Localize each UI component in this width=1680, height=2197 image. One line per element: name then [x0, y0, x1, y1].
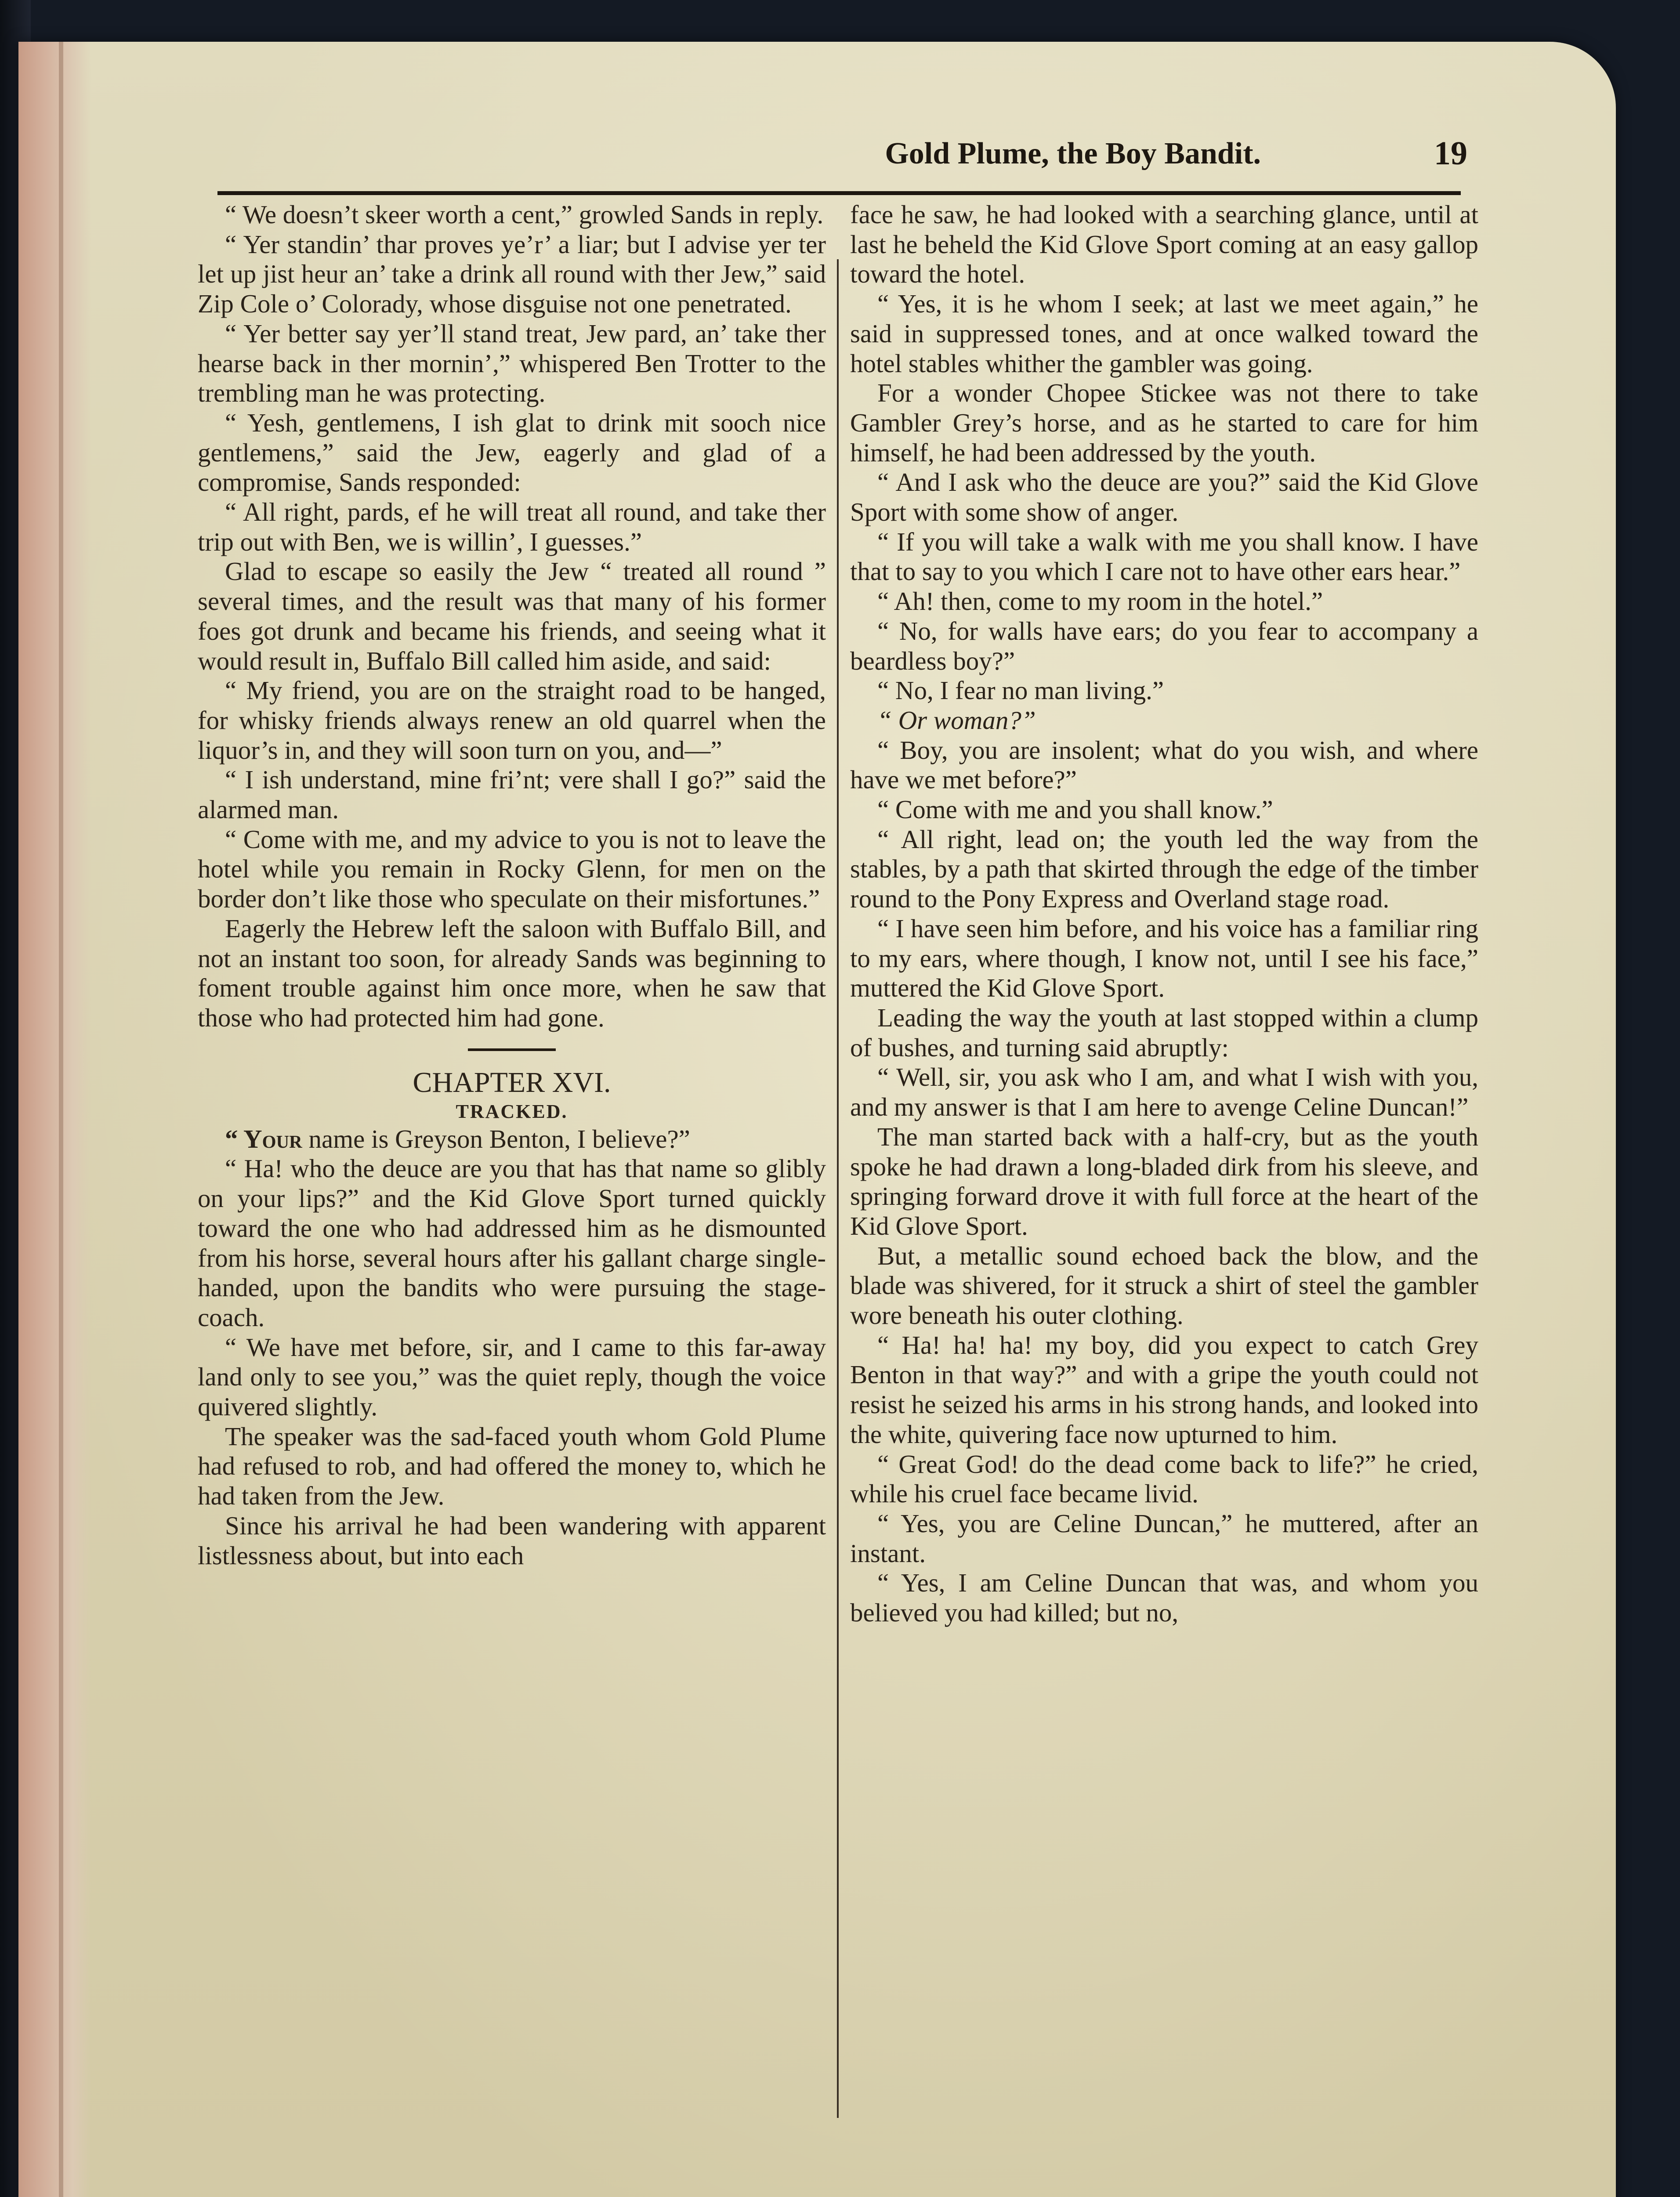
- section-divider: [468, 1048, 556, 1051]
- paragraph: Leading the way the youth at last stopped within a clump of bushes, and turning said abruptly:: [850, 1003, 1478, 1062]
- paragraph: Eagerly the Hebrew left the saloon with Buffalo Bill, and not an instant too soon, for already Sands was beginning to foment trouble against him once more, when he saw that those who had protected him had gone.: [198, 914, 826, 1032]
- paragraph: “ Great God! do the dead come back to life?” he cried, while his cruel face became livid.: [850, 1449, 1478, 1508]
- paragraph: “ Ah! then, come to my room in the hotel.”: [877, 587, 1323, 616]
- paragraph: “ No, I fear no man living.”: [877, 676, 1164, 705]
- right-column: [850, 200, 1478, 1628]
- chapter-opening-paragraph: [198, 1124, 826, 1154]
- paragraph: “ Come with me and you shall know.”: [877, 795, 1273, 824]
- page-spine-edge: [18, 42, 91, 2197]
- paragraph: “ If you will take a walk with me you shall know. I have that to say to you which I care not to have other ears hear.”: [850, 527, 1478, 586]
- paragraph: “ I have seen him before, and his voice has a familiar ring to my ears, where though, I know not, until I see his face,” muttered the Kid Glove Sport.: [850, 914, 1478, 1003]
- paragraph: “ Ha! who the deuce are you that has that name so glibly on your lips?” and the Kid Glove Sport turned quickly toward the one who had addressed him as he dismounted from his horse, several hours after his gallant charge single-handed, upon the bandits who were pursuing the stage-coach.: [198, 1154, 826, 1332]
- column-divider: [837, 259, 839, 2118]
- paragraph: “ All right, lead on; the youth led the way from the stables, by a path that skirted through the edge of the timber round to the Pony Express and Overland stage road.: [850, 824, 1478, 914]
- running-header: [176, 132, 1467, 189]
- chapter-opening-text: name is Greyson Benton, I believe?”: [302, 1124, 690, 1153]
- paragraph: “ No, for walls have ears; do you fear to accompany a beardless boy?”: [850, 616, 1478, 675]
- paragraph: “ We doesn’t skeer worth a cent,” growled Sands in reply.: [225, 200, 824, 229]
- paragraph: “ Yesh, gentlemens, I ish glat to drink mit sooch nice gentlemens,” said the Jew, eagerly and glad of a compromise, Sands responded:: [198, 408, 826, 497]
- left-column: [198, 200, 826, 1570]
- paragraph: The speaker was the sad-faced youth whom Gold Plume had refused to rob, and had offered the money to, which he had taken from the Jew.: [198, 1421, 826, 1511]
- continued-paragraph: face he saw, he had looked with a searching glance, until at last he beheld the Kid Glove Sport coming at an easy gallop toward the hotel.: [850, 200, 1478, 289]
- paragraph: For a wonder Chopee Stickee was not there to take Gambler Grey’s horse, and as he started to care for him himself, he had been addressed by the youth.: [850, 378, 1478, 467]
- page-number: 19: [1434, 135, 1467, 172]
- page-crease: [59, 42, 63, 2197]
- paragraph: “ I ish understand, mine fri’nt; vere shall I go?” said the alarmed man.: [198, 765, 826, 824]
- paragraph: “ And I ask who the deuce are you?” said the Kid Glove Sport with some show of anger.: [850, 468, 1478, 527]
- paragraph: “ Yes, you are Celine Duncan,” he muttered, after an instant.: [850, 1508, 1478, 1568]
- paragraph: Since his arrival he had been wandering with apparent listlessness about, but into each: [198, 1511, 826, 1570]
- italic-line: “ Or woman?”: [877, 705, 1036, 735]
- paragraph: “ Yes, it is he whom I seek; at last we meet again,” he said in suppressed tones, and at once walked toward the hotel stables whither the gambler was going.: [850, 289, 1478, 378]
- paragraph: Glad to escape so easily the Jew “ treated all round ” several times, and the result was that many of his former foes got drunk and became his friends, and seeing what it would result in, Buffalo Bill called him aside, and said:: [198, 557, 826, 675]
- chapter-subtitle: TRACKED.: [456, 1100, 568, 1122]
- paragraph: “ Boy, you are insolent; what do you wish, and where have we met before?”: [850, 735, 1478, 794]
- paragraph: “ My friend, you are on the straight road to be hanged, for whisky friends always renew an old quarrel when the liquor’s in, and they will soon turn on you, and—”: [198, 676, 826, 765]
- paragraph: “ Yer better say yer’ll stand treat, Jew pard, an’ take ther hearse back in ther mornin’,” whispered Ben Trotter to the trembling man he was protecting.: [198, 319, 826, 408]
- paragraph: “ Ha! ha! ha! my boy, did you expect to catch Grey Benton in that way?” and with a gripe the youth could not resist he seized his arms in his strong hands, and looked into the white, quivering face now upturned to him.: [850, 1330, 1478, 1449]
- paragraph: The man started back with a half-cry, but as the youth spoke he had drawn a long-bladed dirk from his sleeve, and springing forward drove it with full force at the heart of the Kid Glove Sport.: [850, 1122, 1478, 1240]
- paragraph: “ Well, sir, you ask who I am, and what I wish with you, and my answer is that I am here to avenge Celine Duncan!”: [850, 1062, 1478, 1122]
- paragraph: But, a metallic sound echoed back the blow, and the blade was shivered, for it struck a shirt of steel the gambler wore beneath his outer clothing.: [850, 1241, 1478, 1330]
- chapter-title: CHAPTER XVI.: [413, 1066, 611, 1098]
- paragraph: “ Come with me, and my advice to you is not to leave the hotel while you remain in Rocky Glenn, for men on the border don’t like those who speculate on their misfortunes.”: [198, 824, 826, 914]
- header-rule: [217, 191, 1461, 195]
- running-title: Gold Plume, the Boy Bandit.: [885, 137, 1261, 170]
- paragraph: “ We have met before, sir, and I came to this far-away land only to see you,” was the quiet reply, though the voice quivered slightly.: [198, 1332, 826, 1421]
- chapter-opening-word: “ Your: [225, 1124, 302, 1153]
- paragraph: “ Yer standin’ thar proves ye’r’ a liar; but I advise yer ter let up jist heur an’ take a drink all round with ther Jew,” said Zip Cole o’ Colorady, whose disguise not one penetrated.: [198, 229, 826, 319]
- paragraph: “ All right, pards, ef he will treat all round, and take ther trip out with Ben, we is willin’, I guesses.”: [198, 497, 826, 556]
- paragraph: “ Yes, I am Celine Duncan that was, and whom you believed you had killed; but no,: [850, 1568, 1478, 1628]
